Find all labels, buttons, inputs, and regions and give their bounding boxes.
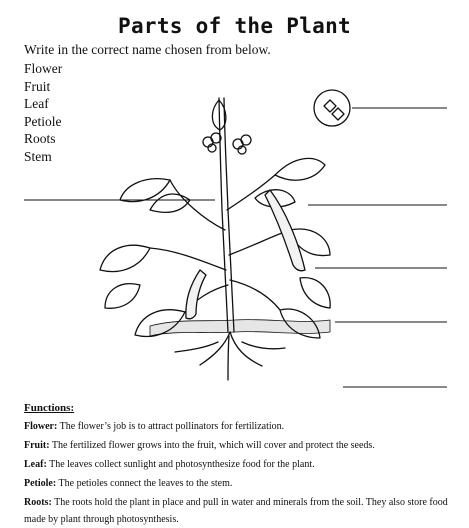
function-term: Leaf: [24,459,47,470]
function-term: Fruit: [24,440,50,451]
function-term: Roots: [24,497,52,508]
stem-branch [170,180,225,230]
word-bank-item: Stem [24,148,52,164]
fruit [186,270,206,319]
function-item-fruit [24,437,454,454]
function-text: The fertilized flower grows into the fruit, which will cover and protect the seeds. [51,440,375,451]
function-term: Flower: [24,421,58,432]
function-text: The roots hold the plant in place and pull in water and minerals from the soil. They also store food made by plant through photosynthesis. [24,497,448,525]
word-bank-item: Leaf [24,96,49,111]
stem-branch [150,248,226,270]
leaf [105,284,140,309]
stem-branch [230,280,280,310]
stem-branch [229,230,290,255]
function-text: The petioles connect the leaves to the stem. [58,478,233,489]
function-text: The leaves collect sunlight and photosynthesize food for the plant. [49,459,315,470]
soil [150,320,330,336]
function-item-leaf [24,456,454,473]
function-term: Petiole: [24,478,57,489]
functions-heading: Functions: [24,402,75,414]
word-bank-item: Fruit [24,78,51,94]
flower-cluster [203,133,251,154]
leaf [300,278,330,308]
word-bank-item: Petiole [24,113,62,129]
word-bank-item: Flower [24,61,63,76]
plant-diagram [0,80,469,400]
leaf [120,179,170,202]
function-item-petiole [24,475,454,492]
leaf [275,158,325,180]
fruit [265,190,305,271]
word-bank-item: Roots [24,131,56,146]
leaf [150,194,190,212]
leaf [100,245,150,271]
function-item-roots [24,494,454,528]
instruction-text: Write in the correct name chosen from below. [24,42,271,57]
page-title: Parts of the Plant [118,14,351,38]
main-stem [219,98,228,332]
inset-flower-circle [314,90,350,126]
function-item-flower [24,418,454,435]
roots [175,332,285,380]
function-text: The flower’s job is to attract pollinators for fertilization. [59,421,285,432]
